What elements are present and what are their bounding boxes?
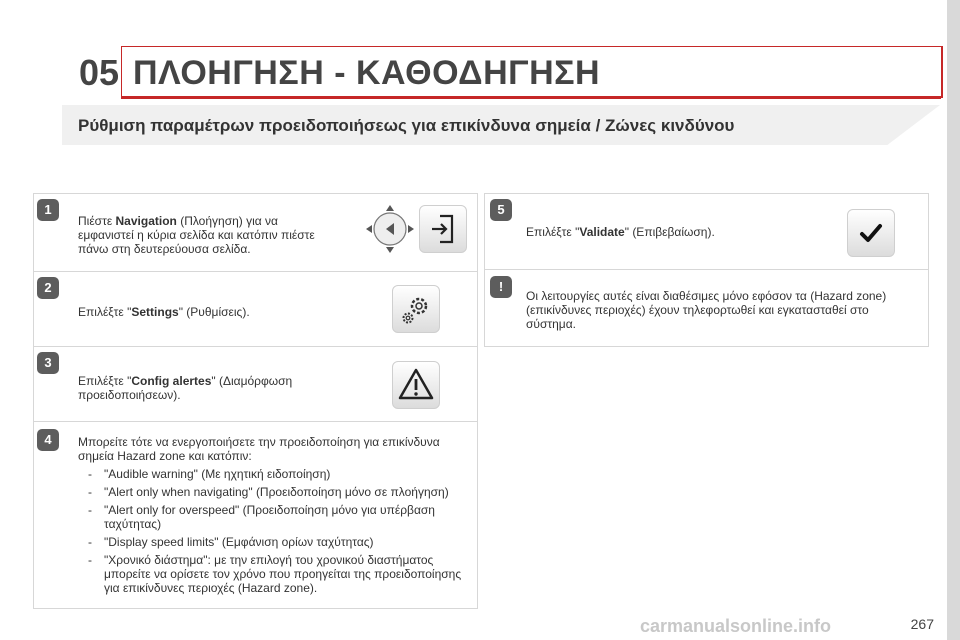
note-badge: ! <box>490 276 512 298</box>
step-5-text <box>526 225 715 239</box>
step-3-text <box>78 374 368 402</box>
step-4-options-list <box>78 467 468 599</box>
page-subtitle: Ρύθμιση παραμέτρων προειδοποιήσεως για επικίνδυνα σημεία / Ζώνες κινδύνου <box>78 116 735 135</box>
step-5-bold: Validate <box>579 225 625 239</box>
step-3-bold: Config alertes <box>131 374 212 388</box>
list-item: - "Χρονικό διάστημα": με την επιλογή του χρονικού διαστήματος μπορείτε να ορίσετε τον χρόνο που προηγείται της προειδοποίησης για επικίνδυνες περιοχές (Hazard zone). <box>88 553 462 595</box>
list-item-text: "Alert only when navigating" (Προειδοποίηση μόνο σε πλοήγηση) <box>104 485 449 499</box>
step-4-line2: σημεία Hazard zone και κατόπιν: <box>78 449 252 463</box>
step-2-bold: Settings <box>131 305 179 319</box>
page-title: ΠΛΟΗΓΗΣΗ - ΚΑΘΟΔΗΓΗΣΗ <box>133 54 601 92</box>
step-5-post: " (Επιβεβαίωση). <box>624 225 715 239</box>
step-badge-3: 3 <box>37 352 59 374</box>
checkmark-icon <box>847 209 895 257</box>
list-item: - "Alert only when navigating" (Προειδοποίηση μόνο σε πλοήγηση) <box>88 485 449 499</box>
list-item-text: "Alert only for overspeed" (Προειδοποίηση μόνο για υπέρβαση ταχύτητας) <box>104 503 435 531</box>
step-1-post: (Πλοήγηση) για να <box>176 214 278 228</box>
note-text <box>526 289 921 331</box>
watermark: carmanualsonline.info <box>640 616 832 636</box>
step-2-pre: Επιλέξτε " <box>78 305 132 319</box>
step-1-line2: εμφανιστεί η κύρια σελίδα και κατόπιν πιέστε <box>78 228 315 242</box>
step-3-line2: προειδοποιήσεων). <box>78 388 181 402</box>
list-item: - "Audible warning" (Με ηχητική ειδοποίηση) <box>88 467 331 481</box>
page-edge-bar <box>947 0 960 640</box>
warning-triangle-icon <box>392 361 440 409</box>
note-line1: Οι λειτουργίες αυτές είναι διαθέσιμες μόνο εφόσον τα (Hazard zone) <box>526 289 887 303</box>
header-underline <box>121 96 941 99</box>
step-3-pre: Επιλέξτε " <box>78 374 132 388</box>
list-item-text: "Display speed limits" (Εμφάνιση ορίων ταχύτητας) <box>104 535 374 549</box>
list-item: - "Display speed limits" (Εμφάνιση ορίων ταχύτητας) <box>88 535 374 549</box>
page-number: 267 <box>910 616 934 632</box>
step-4-intro <box>78 435 473 463</box>
navigation-dial-icon <box>364 203 416 255</box>
note-line2: (επικίνδυνες περιοχές) έχουν τηλεφορτωθεί και εγκατασταθεί στο <box>526 303 869 317</box>
step-1-text <box>78 214 368 256</box>
step-3-post: " (Διαμόρφωση <box>211 374 293 388</box>
step-2-post: " (Ρυθμίσεις). <box>178 305 250 319</box>
step-2-text <box>78 305 250 319</box>
chapter-number: 05 <box>79 52 120 93</box>
step-1-pre: Πιέστε <box>78 214 116 228</box>
list-item: - "Alert only for overspeed" (Προειδοποίηση μόνο για υπέρβαση ταχύτητας) <box>88 503 435 531</box>
list-item-text: "Χρονικό διάστημα": με την επιλογή του χρονικού διαστήματος μπορείτε να ορίσετε τον χρόνο που προηγείται της προειδοποίησης για επικίνδυνες περιοχές (Hazard zone). <box>104 553 462 595</box>
step-badge-5: 5 <box>490 199 512 221</box>
note-line3: σύστημα. <box>526 317 576 331</box>
list-item-text: "Audible warning" (Με ηχητική ειδοποίηση) <box>104 467 331 481</box>
gears-icon <box>392 285 440 333</box>
step-1-bold: Navigation <box>115 214 177 228</box>
step-4-line1: Μπορείτε τότε να ενεργοποιήσετε την προειδοποίηση για επικίνδυνα <box>78 435 440 449</box>
step-1-line3: πάνω στη δευτερεύουσα σελίδα. <box>78 242 251 256</box>
step-badge-2: 2 <box>37 277 59 299</box>
step-badge-4: 4 <box>37 429 59 451</box>
step-badge-1: 1 <box>37 199 59 221</box>
secondary-page-icon <box>419 205 467 253</box>
step-5-pre: Επιλέξτε " <box>526 225 580 239</box>
